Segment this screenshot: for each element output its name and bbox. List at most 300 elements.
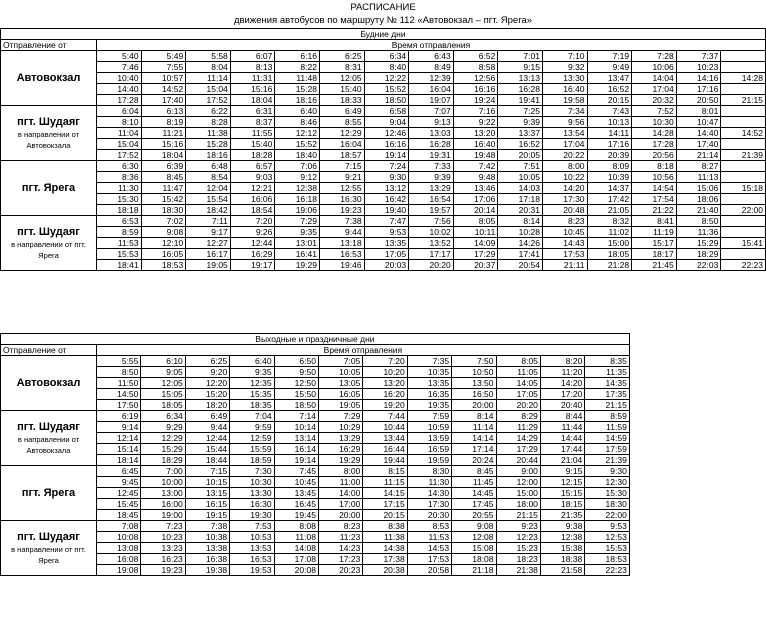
time-cell: 12:05 [319,73,364,84]
time-cell [721,161,766,172]
time-cell: 15:00 [496,488,540,499]
time-cell [721,62,766,73]
time-cell: 18:16 [186,150,231,161]
time-cell: 8:01 [676,106,721,117]
time-cell: 8:44 [540,411,584,422]
time-cell: 18:42 [186,205,231,216]
table-row [1,62,766,73]
time-cell: 9:15 [540,466,584,477]
time-cell: 19:20 [363,400,407,411]
time-cell: 16:50 [452,389,496,400]
time-cell: 9:15 [498,62,543,73]
time-cell: 19:35 [407,400,451,411]
time-cell: 7:38 [319,216,364,227]
time-cell: 18:45 [97,510,141,521]
stop-direction: в направлении от Автовокзала [17,129,80,150]
time-cell: 9:53 [585,521,630,532]
time-cell: 15:59 [230,444,274,455]
time-cell: 16:16 [364,139,409,150]
time-cell: 10:15 [185,477,229,488]
time-cell: 6:39 [141,161,186,172]
time-cell: 16:41 [275,249,320,260]
time-cell: 9:49 [587,62,632,73]
time-cell: 15:30 [97,194,142,205]
time-cell: 7:35 [407,356,451,367]
time-cell: 10:30 [632,117,677,128]
time-cell: 19:30 [230,510,274,521]
time-cell: 8:15 [363,466,407,477]
time-cell: 13:01 [275,238,320,249]
time-cell: 8:50 [97,367,141,378]
table-row [1,249,766,260]
time-cell: 17:41 [498,249,543,260]
time-cell: 16:54 [409,194,454,205]
time-cell: 14:00 [318,488,362,499]
time-cell: 14:26 [498,238,543,249]
time-cell: 18:04 [141,150,186,161]
time-cell: 6:52 [453,51,498,62]
time-cell: 14:08 [274,543,318,554]
time-cell: 12:38 [275,183,320,194]
time-cell: 8:29 [496,411,540,422]
time-cell: 11:53 [97,238,142,249]
time-cell: 8:41 [632,216,677,227]
time-cell: 8:09 [587,161,632,172]
time-cell: 14:40 [676,128,721,139]
time-cell: 18:38 [540,554,584,565]
time-cell: 17:53 [407,554,451,565]
time-cell: 16:40 [542,84,587,95]
time-cell: 13:37 [498,128,543,139]
time-cell: 10:30 [230,477,274,488]
time-cell: 20:30 [407,510,451,521]
time-cell: 8:23 [318,521,362,532]
time-cell: 19:15 [185,510,229,521]
time-cell: 19:31 [409,150,454,161]
time-cell: 8:08 [274,521,318,532]
time-cell: 18:53 [585,554,630,565]
time-cell: 7:30 [230,466,274,477]
time-cell: 16:28 [498,84,543,95]
stop-name-cell [1,161,97,216]
time-cell: 21:11 [542,260,587,271]
time-cell: 9:21 [319,172,364,183]
time-cell: 5:55 [97,356,141,367]
time-cell: 9:13 [409,117,454,128]
time-cell: 7:20 [230,216,275,227]
time-cell: 11:30 [407,477,451,488]
time-cell: 14:52 [721,128,766,139]
schedule-title: РАСПИСАНИЕ [350,2,416,13]
time-cell: 9:59 [230,422,274,433]
time-cell: 16:30 [230,499,274,510]
time-cell: 20:50 [676,95,721,106]
time-cell: 16:08 [97,554,141,565]
table-row [1,356,630,367]
time-cell: 7:19 [587,51,632,62]
stop-name-cell [1,51,97,106]
stop-direction: в направлении от пгт. Ярега [11,544,86,565]
time-cell: 20:48 [542,205,587,216]
time-cell: 15:16 [141,139,186,150]
time-cell: 10:50 [452,367,496,378]
time-cell: 10:06 [632,62,677,73]
day-type-heading: Выходные и праздничные дни [1,334,630,345]
time-cell: 15:14 [97,444,141,455]
weekend-timetable [0,333,630,576]
time-cell: 19:48 [453,150,498,161]
time-cell: 18:30 [141,205,186,216]
time-cell: 8:13 [230,62,275,73]
time-cell: 20:08 [274,565,318,576]
time-cell: 13:03 [409,128,454,139]
time-cell: 9:08 [452,521,496,532]
time-cell: 20:39 [587,150,632,161]
time-cell: 7:44 [363,411,407,422]
time-cell: 8:45 [452,466,496,477]
time-cell: 10:14 [274,422,318,433]
time-cell: 14:44 [540,433,584,444]
time-cell: 6:13 [141,106,186,117]
time-cell: 15:28 [275,84,320,95]
weekday-timetable [0,28,766,271]
time-cell: 8:28 [186,117,231,128]
time-cell: 17:06 [453,194,498,205]
time-cell: 18:05 [587,249,632,260]
time-cell: 9:35 [275,227,320,238]
time-cell: 10:08 [97,532,141,543]
time-cell: 18:18 [97,205,142,216]
time-cell: 10:28 [498,227,543,238]
time-cell: 21:15 [496,510,540,521]
stop-name-cell [1,466,97,521]
time-cell: 15:28 [186,139,231,150]
time-cell: 16:05 [141,249,186,260]
time-cell: 13:20 [453,128,498,139]
time-cell: 14:35 [585,378,630,389]
time-cell: 8:23 [542,216,587,227]
time-cell: 15:29 [141,444,185,455]
time-cell: 14:15 [363,488,407,499]
time-cell: 6:07 [230,51,275,62]
time-cell: 7:50 [452,356,496,367]
time-cell: 12:59 [230,433,274,444]
time-cell: 17:18 [498,194,543,205]
time-cell: 7:55 [141,62,186,73]
table-row [1,106,766,117]
time-cell: 14:20 [540,378,584,389]
time-cell: 12:04 [186,183,231,194]
time-cell: 21:58 [540,565,584,576]
time-cell: 10:56 [632,172,677,183]
time-cell: 10:00 [141,477,185,488]
time-cell: 18:15 [540,499,584,510]
time-cell: 11:20 [540,367,584,378]
time-cell: 20:03 [364,260,409,271]
time-cell: 21:15 [585,400,630,411]
time-cell: 7:10 [542,51,587,62]
time-cell: 9:05 [141,367,185,378]
time-cell: 14:20 [542,183,587,194]
time-cell: 6:34 [364,51,409,62]
time-cell: 22:00 [721,205,766,216]
time-cell: 16:05 [318,389,362,400]
time-cell: 7:06 [275,161,320,172]
time-cell: 15:06 [676,183,721,194]
time-cell: 7:53 [230,521,274,532]
table-row [1,205,766,216]
time-cell: 13:30 [542,73,587,84]
time-cell: 9:44 [185,422,229,433]
time-cell: 17:28 [632,139,677,150]
time-cell: 12:10 [141,238,186,249]
time-cell: 15:08 [452,543,496,554]
time-cell: 14:43 [542,238,587,249]
time-cell: 18:41 [97,260,142,271]
time-cell: 17:54 [632,194,677,205]
time-cell: 7:23 [141,521,185,532]
time-cell: 13:29 [318,433,362,444]
time-cell: 8:36 [97,172,142,183]
time-cell: 16:15 [185,499,229,510]
time-cell: 7:52 [632,106,677,117]
time-cell: 11:38 [186,128,231,139]
time-cell: 8:04 [186,62,231,73]
time-cell: 10:44 [363,422,407,433]
table-row [1,73,766,84]
time-cell: 11:36 [676,227,721,238]
time-cell: 21:39 [585,455,630,466]
time-cell: 7:15 [319,161,364,172]
time-cell: 8:00 [318,466,362,477]
time-cell: 8:30 [407,466,451,477]
time-cell: 12:08 [452,532,496,543]
time-cell: 15:52 [275,139,320,150]
time-cell: 14:29 [496,433,540,444]
time-cell: 17:40 [141,95,186,106]
time-cell: 15:17 [632,238,677,249]
time-cell: 15:40 [319,84,364,95]
time-cell: 13:13 [498,73,543,84]
table-row [1,216,766,227]
time-cell: 6:48 [186,161,231,172]
table-heading-row [1,334,630,345]
time-cell: 11:05 [496,367,540,378]
time-cell: 7:02 [141,216,186,227]
time-cell: 18:30 [585,499,630,510]
time-cell: 13:00 [141,488,185,499]
time-cell: 9:12 [275,172,320,183]
time-cell: 13:14 [274,433,318,444]
time-cell: 22:23 [721,260,766,271]
time-cell: 16:45 [274,499,318,510]
time-cell: 7:38 [185,521,229,532]
column-header-row [1,40,766,51]
time-cell: 16:17 [186,249,231,260]
time-cell: 19:44 [363,455,407,466]
time-cell: 15:04 [186,84,231,95]
time-cell: 9:39 [409,172,454,183]
time-cell: 8:18 [632,161,677,172]
time-cell: 6:22 [186,106,231,117]
time-cell: 19:23 [319,205,364,216]
time-cell: 17:15 [363,499,407,510]
time-cell: 11:29 [496,422,540,433]
time-cell: 12:22 [364,73,409,84]
time-cell: 11:38 [363,532,407,543]
time-cell: 13:23 [141,543,185,554]
time-cell [721,249,766,260]
time-cell: 15:35 [230,389,274,400]
time-cell: 9:44 [319,227,364,238]
time-cell: 16:52 [587,84,632,95]
time-cell: 16:06 [230,194,275,205]
time-cell: 9:22 [453,117,498,128]
time-cell: 6:49 [319,106,364,117]
time-cell: 17:35 [585,389,630,400]
time-cell: 16:04 [319,139,364,150]
time-cell: 20:20 [496,400,540,411]
time-cell: 20:00 [318,510,362,521]
time-cell: 13:08 [97,543,141,554]
time-cell: 16:44 [363,444,407,455]
time-cell: 7:00 [141,466,185,477]
time-cell: 10:40 [97,73,142,84]
time-cell: 11:59 [585,422,630,433]
time-cell: 12:30 [585,477,630,488]
time-cell: 15:16 [230,84,275,95]
stop-name: Автовокзал [16,376,81,389]
time-cell: 6:31 [230,106,275,117]
time-cell: 16:04 [409,84,454,95]
time-cell: 22:00 [585,510,630,521]
time-cell: 12:23 [496,532,540,543]
time-cell: 9:03 [230,172,275,183]
time-cell: 21:38 [496,565,540,576]
time-cell: 11:30 [97,183,142,194]
time-cell: 19:58 [542,95,587,106]
time-cell: 11:00 [318,477,362,488]
time-cell: 21:18 [452,565,496,576]
time-cell: 18:00 [496,499,540,510]
time-cell: 7:34 [542,106,587,117]
time-cell: 14:50 [97,389,141,400]
time-cell: 10:53 [230,532,274,543]
time-cell: 19:29 [318,455,362,466]
time-cell: 17:04 [632,84,677,95]
time-cell: 7:45 [274,466,318,477]
time-cell: 14:14 [452,433,496,444]
time-cell: 17:59 [585,444,630,455]
time-cell: 20:55 [452,510,496,521]
time-cell: 17:30 [542,194,587,205]
time-cell: 19:40 [364,205,409,216]
time-cell: 13:54 [542,128,587,139]
time-cell: 18:28 [230,150,275,161]
time-cell: 9:45 [97,477,141,488]
time-cell: 8:19 [141,117,186,128]
time-cell: 8:27 [676,161,721,172]
time-cell: 5:58 [186,51,231,62]
time-cell: 8:40 [364,62,409,73]
time-cell: 7:05 [318,356,362,367]
time-cell: 16:20 [363,389,407,400]
time-cell: 12:39 [409,73,454,84]
time-cell [721,172,766,183]
time-cell: 9:08 [141,227,186,238]
table-row [1,51,766,62]
time-cell: 5:40 [97,51,142,62]
time-cell [721,84,766,95]
time-cell: 17:04 [542,139,587,150]
time-cell: 21:45 [632,260,677,271]
time-cell: 15:41 [721,238,766,249]
time-cell: 15:52 [364,84,409,95]
day-type-heading: Будние дни [1,29,766,40]
time-cell: 17:05 [496,389,540,400]
table-row [1,139,766,150]
time-cell: 8:32 [587,216,632,227]
table-row [1,411,630,422]
time-cell: 7:51 [498,161,543,172]
time-cell: 18:29 [141,455,185,466]
time-cell: 15:29 [676,238,721,249]
time-cell: 7:37 [676,51,721,62]
time-cell: 10:45 [542,227,587,238]
time-cell: 19:57 [409,205,454,216]
time-cell: 11:13 [676,172,721,183]
time-cell: 19:38 [185,565,229,576]
time-cell: 10:23 [141,532,185,543]
time-cell: 10:13 [587,117,632,128]
time-cell: 5:49 [141,51,186,62]
time-cell: 17:05 [364,249,409,260]
time-cell: 8:46 [275,117,320,128]
departure-from-header: Отправление от [1,345,97,356]
table-heading-row [1,29,766,40]
time-cell: 18:08 [452,554,496,565]
time-cell: 17:00 [318,499,362,510]
time-cell: 21:40 [676,205,721,216]
time-cell: 8:00 [542,161,587,172]
time-cell: 18:14 [97,455,141,466]
time-cell: 17:28 [97,95,142,106]
time-cell: 6:10 [141,356,185,367]
time-cell: 7:01 [498,51,543,62]
time-cell: 6:50 [274,356,318,367]
time-cell: 9:26 [230,227,275,238]
time-cell: 8:10 [97,117,142,128]
time-cell: 18:05 [141,400,185,411]
time-cell: 21:28 [587,260,632,271]
time-cell: 9:48 [453,172,498,183]
stop-direction: в направлении от Автовокзала [17,434,80,455]
time-cell: 20:44 [496,455,540,466]
time-cell: 15:42 [141,194,186,205]
time-cell: 20:31 [498,205,543,216]
time-cell: 18:33 [319,95,364,106]
time-cell: 6:40 [230,356,274,367]
time-cell: 21:14 [676,150,721,161]
stop-name: пгт. Шудаяг [17,530,80,543]
time-cell: 12:35 [230,378,274,389]
time-cell: 12:38 [540,532,584,543]
time-cell: 19:29 [275,260,320,271]
time-cell: 20:22 [542,150,587,161]
time-cell: 13:52 [409,238,454,249]
time-cell: 21:15 [721,95,766,106]
time-cell: 9:17 [186,227,231,238]
